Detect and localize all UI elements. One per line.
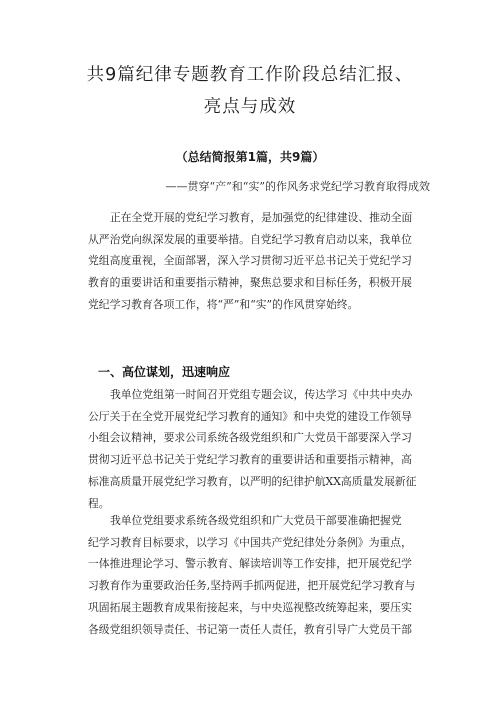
paragraph-line: 党纪学习教育各项工作，将“严”和“实”的作风贯穿始终。 (88, 297, 359, 311)
paragraph-line: 一体推进理论学习、警示教育、解读培训等工作安排，把开展党纪学 (88, 557, 412, 571)
paragraph-line: 从严治党向纵深发展的重要举措。自党纪学习教育启动以来，我单位 (88, 232, 412, 246)
paragraph-line: 教育的重要讲话和重要指示精神，聚焦总要求和目标任务，积极开展 (88, 276, 412, 290)
paragraph-line: 党组高度重视，全面部署，深入学习贯彻习近平总书记关于党纪学习 (88, 254, 412, 268)
title-line: 共9篇纪律专题教育工作阶段总结汇报、 (86, 65, 414, 85)
section1-paragraph-2 (88, 510, 433, 640)
paragraph-line: 各级党组织领导责任、书记第一责任人责任，教育引导广大党员干部 (88, 622, 412, 636)
paragraph-line: 公厅关于在全党开展党纪学习教育的通知》和中央党的建设工作领导 (88, 409, 412, 423)
section-heading: 一、高位谋划，迅速响应 (98, 365, 231, 379)
paragraph-line: 我单位党组要求系统各级党组织和广大党员干部要准确把握党 (110, 514, 402, 527)
paragraph-line: 正在全党开展的党纪学习教育，是加强党的纪律建设、推动全面 (110, 211, 413, 224)
paragraph-line: 标准高质量开展党纪学习教育，以严明的纪律护航XX高质量发展新征 (88, 474, 417, 488)
intro-paragraph (88, 207, 433, 316)
paragraph-line: 巩固拓展主题教育成果衔接起来，与中央巡视整改统筹起来，要压实 (88, 600, 412, 614)
document-subtitle: （总结简报第1篇，共9篇） (175, 150, 325, 164)
paragraph-line: 程。 (88, 496, 110, 510)
paragraph-line: 小组会议精神，要求公司系统各级党组织和广大党员干部要深入学习 (88, 431, 412, 445)
document-title (60, 59, 440, 123)
paragraph-line: 习教育作为重要政治任务,坚持两手抓两促进，把开展党纪学习教育与 (88, 579, 416, 593)
title-line: 亮点与成效 (203, 97, 297, 117)
paragraph-line: 纪学习教育目标要求，以学习《中国共产党纪律处分条例》为重点， (88, 535, 412, 549)
paragraph-line: 我单位党组第一时间召开党组专题会议，传达学习《中共中央办 (110, 388, 413, 401)
paragraph-line: 贯彻习近平总书记关于党纪学习教育的重要讲话和重要指示精神，高 (88, 453, 412, 467)
document-tagline: ——贯穿“产”和“实”的作风务求党纪学习教育取得成效 (165, 180, 430, 193)
section1-paragraph-1 (88, 384, 433, 514)
